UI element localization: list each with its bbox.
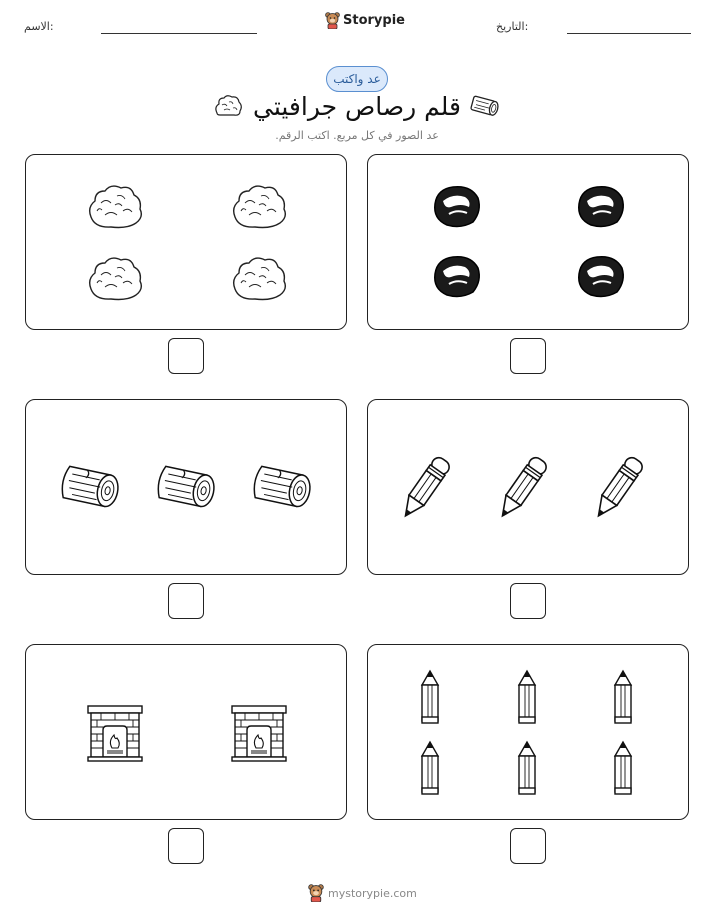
counting-panel-pencils [367,399,689,575]
wood-log-icon [156,466,217,509]
activity-badge: عد واكتب [326,66,388,92]
date-line[interactable] [567,33,691,34]
graphite-pencil-icon [615,742,631,794]
answer-box-logs[interactable] [168,583,204,619]
cotton-ball-title-icon [212,93,244,119]
pencil-icon [591,455,645,521]
bear-mascot-icon [325,12,340,29]
counting-panel-fireplaces [25,644,347,820]
cotton-ball-icon [234,258,286,299]
wood-log-icon [60,466,121,509]
coal-lump-icon [435,257,479,297]
graphite-pencil-icon [422,742,438,794]
coal-lump-icon [579,187,623,227]
coal-lump-icon [579,257,623,297]
pencil-icon [495,455,549,521]
counting-panel-cotton [25,154,347,330]
fireplace-icon [232,706,286,761]
answer-box-pencils[interactable] [510,583,546,619]
date-label: التاريخ: [496,20,529,33]
answer-box-fireplaces[interactable] [168,828,204,864]
counting-panel-coal [367,154,689,330]
cotton-ball-icon [90,258,142,299]
wood-log-icon [252,466,313,509]
answer-box-coal[interactable] [510,338,546,374]
counting-panel-graphite-pencils [367,644,689,820]
graphite-pencil-icon [519,742,535,794]
instructions: عد الصور في كل مربع. اكتب الرقم. [275,129,439,142]
graphite-pencil-icon [615,671,631,723]
worksheet-title: قلم رصاص جرافيتي [253,92,461,121]
graphite-pencil-icon [519,671,535,723]
cotton-ball-icon [234,186,286,227]
pencil-icon [398,455,452,521]
name-label: الاسم: [24,20,54,33]
answer-box-graphite-pencils[interactable] [510,828,546,864]
brand-logo [325,12,405,29]
bear-mascot-icon [308,884,324,902]
footer [308,884,417,902]
name-line[interactable] [101,33,257,34]
counting-panel-logs [25,399,347,575]
answer-box-cotton[interactable] [168,338,204,374]
coal-lump-icon [435,187,479,227]
graphite-pencil-icon [422,671,438,723]
footer-url[interactable]: mystorypie.com [328,886,417,900]
fireplace-icon [88,706,142,761]
brand-name: Storypie [343,13,405,28]
cotton-ball-icon [90,186,142,227]
